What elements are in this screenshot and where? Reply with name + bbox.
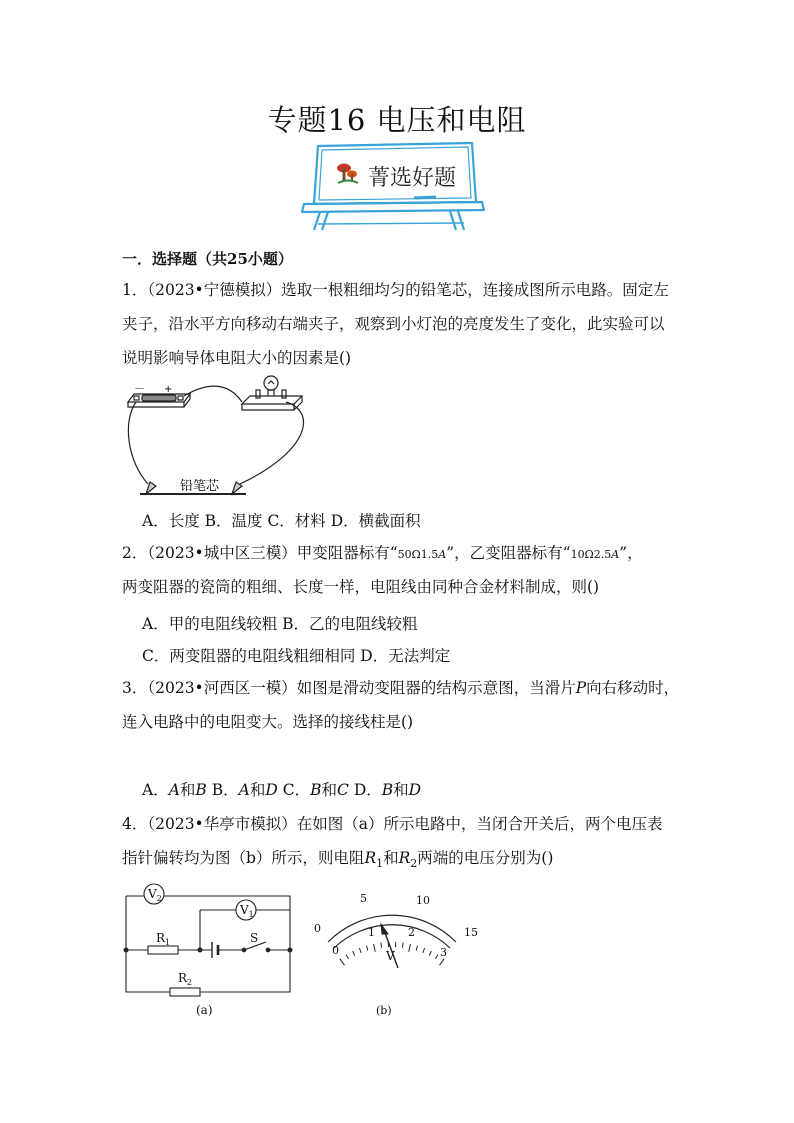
- q2-options-1: A．甲的电阻线较粗 B．乙的电阻线较粗: [142, 615, 418, 633]
- dial-tick: [346, 955, 349, 959]
- q3-line-2: 连入电路中的电阻变大。选择的接线柱是(): [122, 713, 414, 731]
- dial-tick: [340, 959, 345, 966]
- q1-line-1: 1．（2023•宁德模拟）选取一根粗细均匀的铅笔芯，连接成图所示电路。固定左: [122, 281, 669, 299]
- inner-tick-0: 0: [332, 944, 339, 957]
- dial-tick: [423, 948, 425, 953]
- q4-circuit-figure-a: [120, 880, 300, 1020]
- q2-line-1: 2．（2023•城中区三模）甲变阻器标有“50Ω1.5A”，乙变阻器标有“10Ω2.5A”，: [122, 544, 643, 562]
- dial-tick: [366, 946, 367, 951]
- switch-label: S: [250, 931, 259, 945]
- outer-tick-15: 15: [464, 926, 478, 939]
- q2-line-2: 两变阻器的瓷筒的粗细、长度一样，电阻线由同种合金材料制成，则(): [122, 578, 600, 596]
- dial-tick: [374, 944, 376, 952]
- banner-label: 菁选好题: [368, 166, 457, 191]
- q3-line-1: 3．（2023•河西区一模）如图是滑动变阻器的结构示意图，当滑片P向右移动时，: [122, 679, 680, 697]
- inner-tick-3: 3: [440, 946, 447, 959]
- inner-tick-2: 2: [408, 926, 415, 939]
- minus-label: －: [134, 382, 145, 395]
- q4-line-2: 指针偏转均为图（b）所示，则电阻$R_1$和$R_2$两端的电压分别为(): [122, 849, 554, 871]
- dial-tick: [381, 943, 382, 948]
- outer-tick-10: 10: [416, 894, 430, 907]
- q1-line-2: 夹子，沿水平方向移动右端夹子，观察到小灯泡的亮度发生了变化，此实验可以: [122, 315, 665, 333]
- r2-label: $R_2$: [178, 971, 193, 987]
- dial-tick: [440, 959, 445, 966]
- dial-tick: [353, 951, 355, 955]
- q3-options: A．A和B B．A和D C．B和C D．B和D: [142, 781, 422, 799]
- dial-tick: [416, 946, 417, 951]
- mushroom-icon: [337, 164, 358, 184]
- outer-tick-5: 5: [360, 892, 367, 905]
- dial-tick: [402, 943, 403, 948]
- q1-options: A．长度 B．温度 C．材料 D．横截面积: [142, 512, 421, 530]
- q1-circuit-figure: [118, 372, 318, 502]
- page-title: 专题16 电压和电阻: [267, 103, 527, 137]
- figure-b-caption: (b): [376, 1004, 392, 1017]
- q2-options-2: C．两变阻器的电阻线粗细相同 D．无法判定: [142, 647, 451, 665]
- inner-tick-1: 1: [368, 926, 375, 939]
- dial-tick: [429, 951, 431, 955]
- q4-voltmeter-figure-b: [306, 888, 486, 1020]
- v2-label: $V_2$: [148, 887, 162, 903]
- dial-tick: [359, 948, 361, 953]
- r1-label: $R_1$: [156, 931, 171, 947]
- figure-a-caption: (a): [196, 1003, 213, 1017]
- voltmeter-unit: V: [386, 949, 395, 963]
- q1-line-3: 说明影响导体电阻大小的因素是(): [122, 349, 352, 367]
- section-heading: 一．选择题（共25小题）: [122, 250, 293, 268]
- dial-tick: [409, 944, 411, 952]
- plus-label: +: [164, 384, 173, 395]
- v1-label: $V_1$: [240, 903, 254, 919]
- q4-line-1: 4．（2023•华亭市模拟）在如图（a）所示电路中，当闭合开关后，两个电压表: [122, 815, 663, 833]
- pencil-lead-label: 铅笔芯: [180, 479, 220, 494]
- outer-tick-0: 0: [314, 922, 321, 935]
- dial-tick: [435, 955, 438, 959]
